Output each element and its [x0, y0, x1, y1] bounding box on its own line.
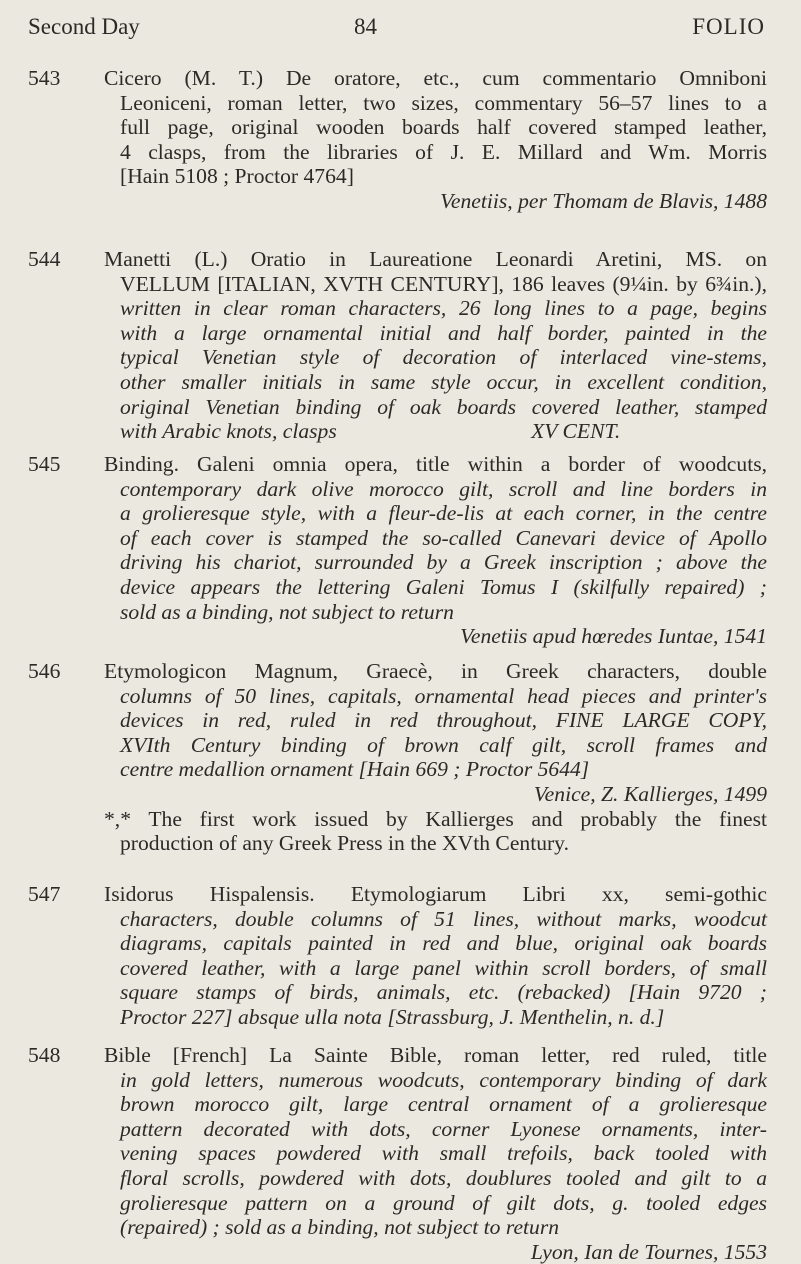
entry-line: (repaired) ; sold as a binding, not subject to return — [120, 1215, 560, 1240]
entry-line: Bible [French] La Sainte Bible, roman letter, red ruled, title — [104, 1043, 767, 1067]
entry-line: Cicero (M. T.) De oratore, etc., cum commentario Omniboni — [104, 66, 767, 90]
entry-line: centre medallion ornament [Hain 669 ; Proctor 5644] — [120, 757, 590, 782]
entry-line: full page, original wooden boards half covered stamped leather, — [120, 115, 767, 140]
entry-line: device appears the lettering Galeni Tomus I (skilfully repaired) ; — [120, 574, 767, 599]
lot-entry-545 — [28, 452, 767, 649]
entry-line: Binding. Galeni omnia opera, title within a border of woodcuts, — [104, 452, 767, 476]
imprint: Venetiis apud hœredes Iuntae, 1541 — [460, 624, 767, 649]
entry-line: driving his chariot, surrounded by a Greek inscription ; above the — [120, 550, 767, 575]
entry-line: brown morocco gilt, large central ornament of a grolieresque — [120, 1092, 767, 1117]
entry-line: pattern decorated with dots, corner Lyonese ornaments, inter- — [120, 1116, 767, 1141]
entry-line: of each cover is stamped the so-called Canevari device of Apollo — [120, 525, 767, 550]
entry-line: a grolieresque style, with a fleur-de-lis at each corner, in the centre — [120, 501, 767, 526]
entry-line: typical Venetian style of decoration of interlaced vine-stems, — [120, 345, 767, 370]
header-format: FOLIO — [692, 14, 765, 39]
entry-line: columns of 50 lines, capitals, ornamental head pieces and printer's — [120, 683, 767, 708]
entry-line: square stamps of birds, animals, etc. (rebacked) [Hain 9720 ; — [120, 980, 767, 1005]
lot-number: 546 — [28, 659, 61, 683]
entry-line: original Venetian binding of oak boards covered leather, stamped — [120, 394, 767, 419]
entry-continuation — [104, 477, 767, 625]
page-header — [28, 14, 765, 48]
entry-continuation — [104, 1068, 767, 1240]
entry-continuation — [104, 684, 767, 782]
entry-line: other smaller initials in same style occur, in excellent condition, — [120, 369, 767, 394]
page-number: 84 — [354, 14, 377, 39]
entry-line: vening spaces powdered with small trefoils, back tooled with — [120, 1141, 767, 1166]
lot-entry-544 — [28, 247, 767, 444]
lot-entry-546 — [28, 659, 767, 856]
imprint: Lyon, Ian de Tournes, 1553 — [530, 1239, 767, 1264]
lot-entry-547 — [28, 882, 767, 1030]
entry-continuation — [104, 907, 767, 1030]
header-left: Second Day — [28, 14, 140, 39]
lot-number: 547 — [28, 882, 61, 906]
lot-entry-548 — [28, 1043, 767, 1264]
lot-number: 544 — [28, 247, 61, 271]
entry-line: Proctor 227] absque ulla nota [Strassburg, J. Menthelin, n. d.] — [120, 1004, 665, 1029]
entry-line: floral scrolls, powdered with dots, doublures tooled and gilt to a — [120, 1165, 767, 1190]
note-line: *,* The first work issued by Kallierges and probably the finest — [104, 806, 767, 831]
entry-continuation — [104, 272, 767, 444]
entry-line: 4 clasps, from the libraries of J. E. Millard and Wm. Morris — [120, 139, 767, 164]
lot-note — [104, 807, 767, 856]
entry-line: with a large ornamental initial and half border, painted in the — [120, 320, 767, 345]
entry-line: written in clear roman characters, 26 long lines to a page, begins — [120, 296, 767, 321]
entry-line: XVIth Century binding of brown calf gilt, scroll frames and — [120, 732, 767, 757]
entry-line: covered leather, with a large panel within scroll borders, of small — [120, 955, 767, 980]
entry-line: diagrams, capitals painted in red and blue, original oak boards — [120, 931, 767, 956]
lot-number: 545 — [28, 452, 61, 476]
imprint: Venetiis, per Thomam de Blavis, 1488 — [440, 188, 767, 213]
entry-line: in gold letters, numerous woodcuts, contemporary binding of dark — [120, 1067, 767, 1092]
entry-line: [Hain 5108 ; Proctor 4764] — [120, 164, 354, 189]
entry-line: devices in red, ruled in red throughout, FINE LARGE COPY, — [120, 708, 767, 733]
entry-line: characters, double columns of 51 lines, without marks, woodcut — [120, 906, 767, 931]
note-line: production of any Greek Press in the XVth Century. — [120, 831, 569, 856]
entry-line: VELLUM [ITALIAN, XVTH CENTURY], 186 leaves (9¼in. by 6¾in.), — [120, 271, 767, 296]
entry-line: with Arabic knots, clasps XV CENT. — [120, 419, 621, 444]
entry-line: sold as a binding, not subject to return — [120, 599, 454, 624]
entry-line: Etymologicon Magnum, Graecè, in Greek characters, double — [104, 659, 767, 683]
entry-line: grolieresque pattern on a ground of gilt dots, g. tooled edges — [120, 1190, 767, 1215]
entry-continuation — [104, 91, 767, 189]
lot-entry-543 — [28, 66, 767, 214]
entry-line: Isidorus Hispalensis. Etymologiarum Libri xx, semi-gothic — [104, 882, 767, 906]
imprint: Venice, Z. Kallierges, 1499 — [533, 781, 767, 806]
entry-line: contemporary dark olive morocco gilt, scroll and line borders in — [120, 476, 767, 501]
entry-line: Leoniceni, roman letter, two sizes, commentary 56–57 lines to a — [120, 90, 767, 115]
entry-line: Manetti (L.) Oratio in Laureatione Leonardi Aretini, MS. on — [104, 247, 767, 271]
lot-number: 548 — [28, 1043, 61, 1067]
lot-number: 543 — [28, 66, 61, 90]
